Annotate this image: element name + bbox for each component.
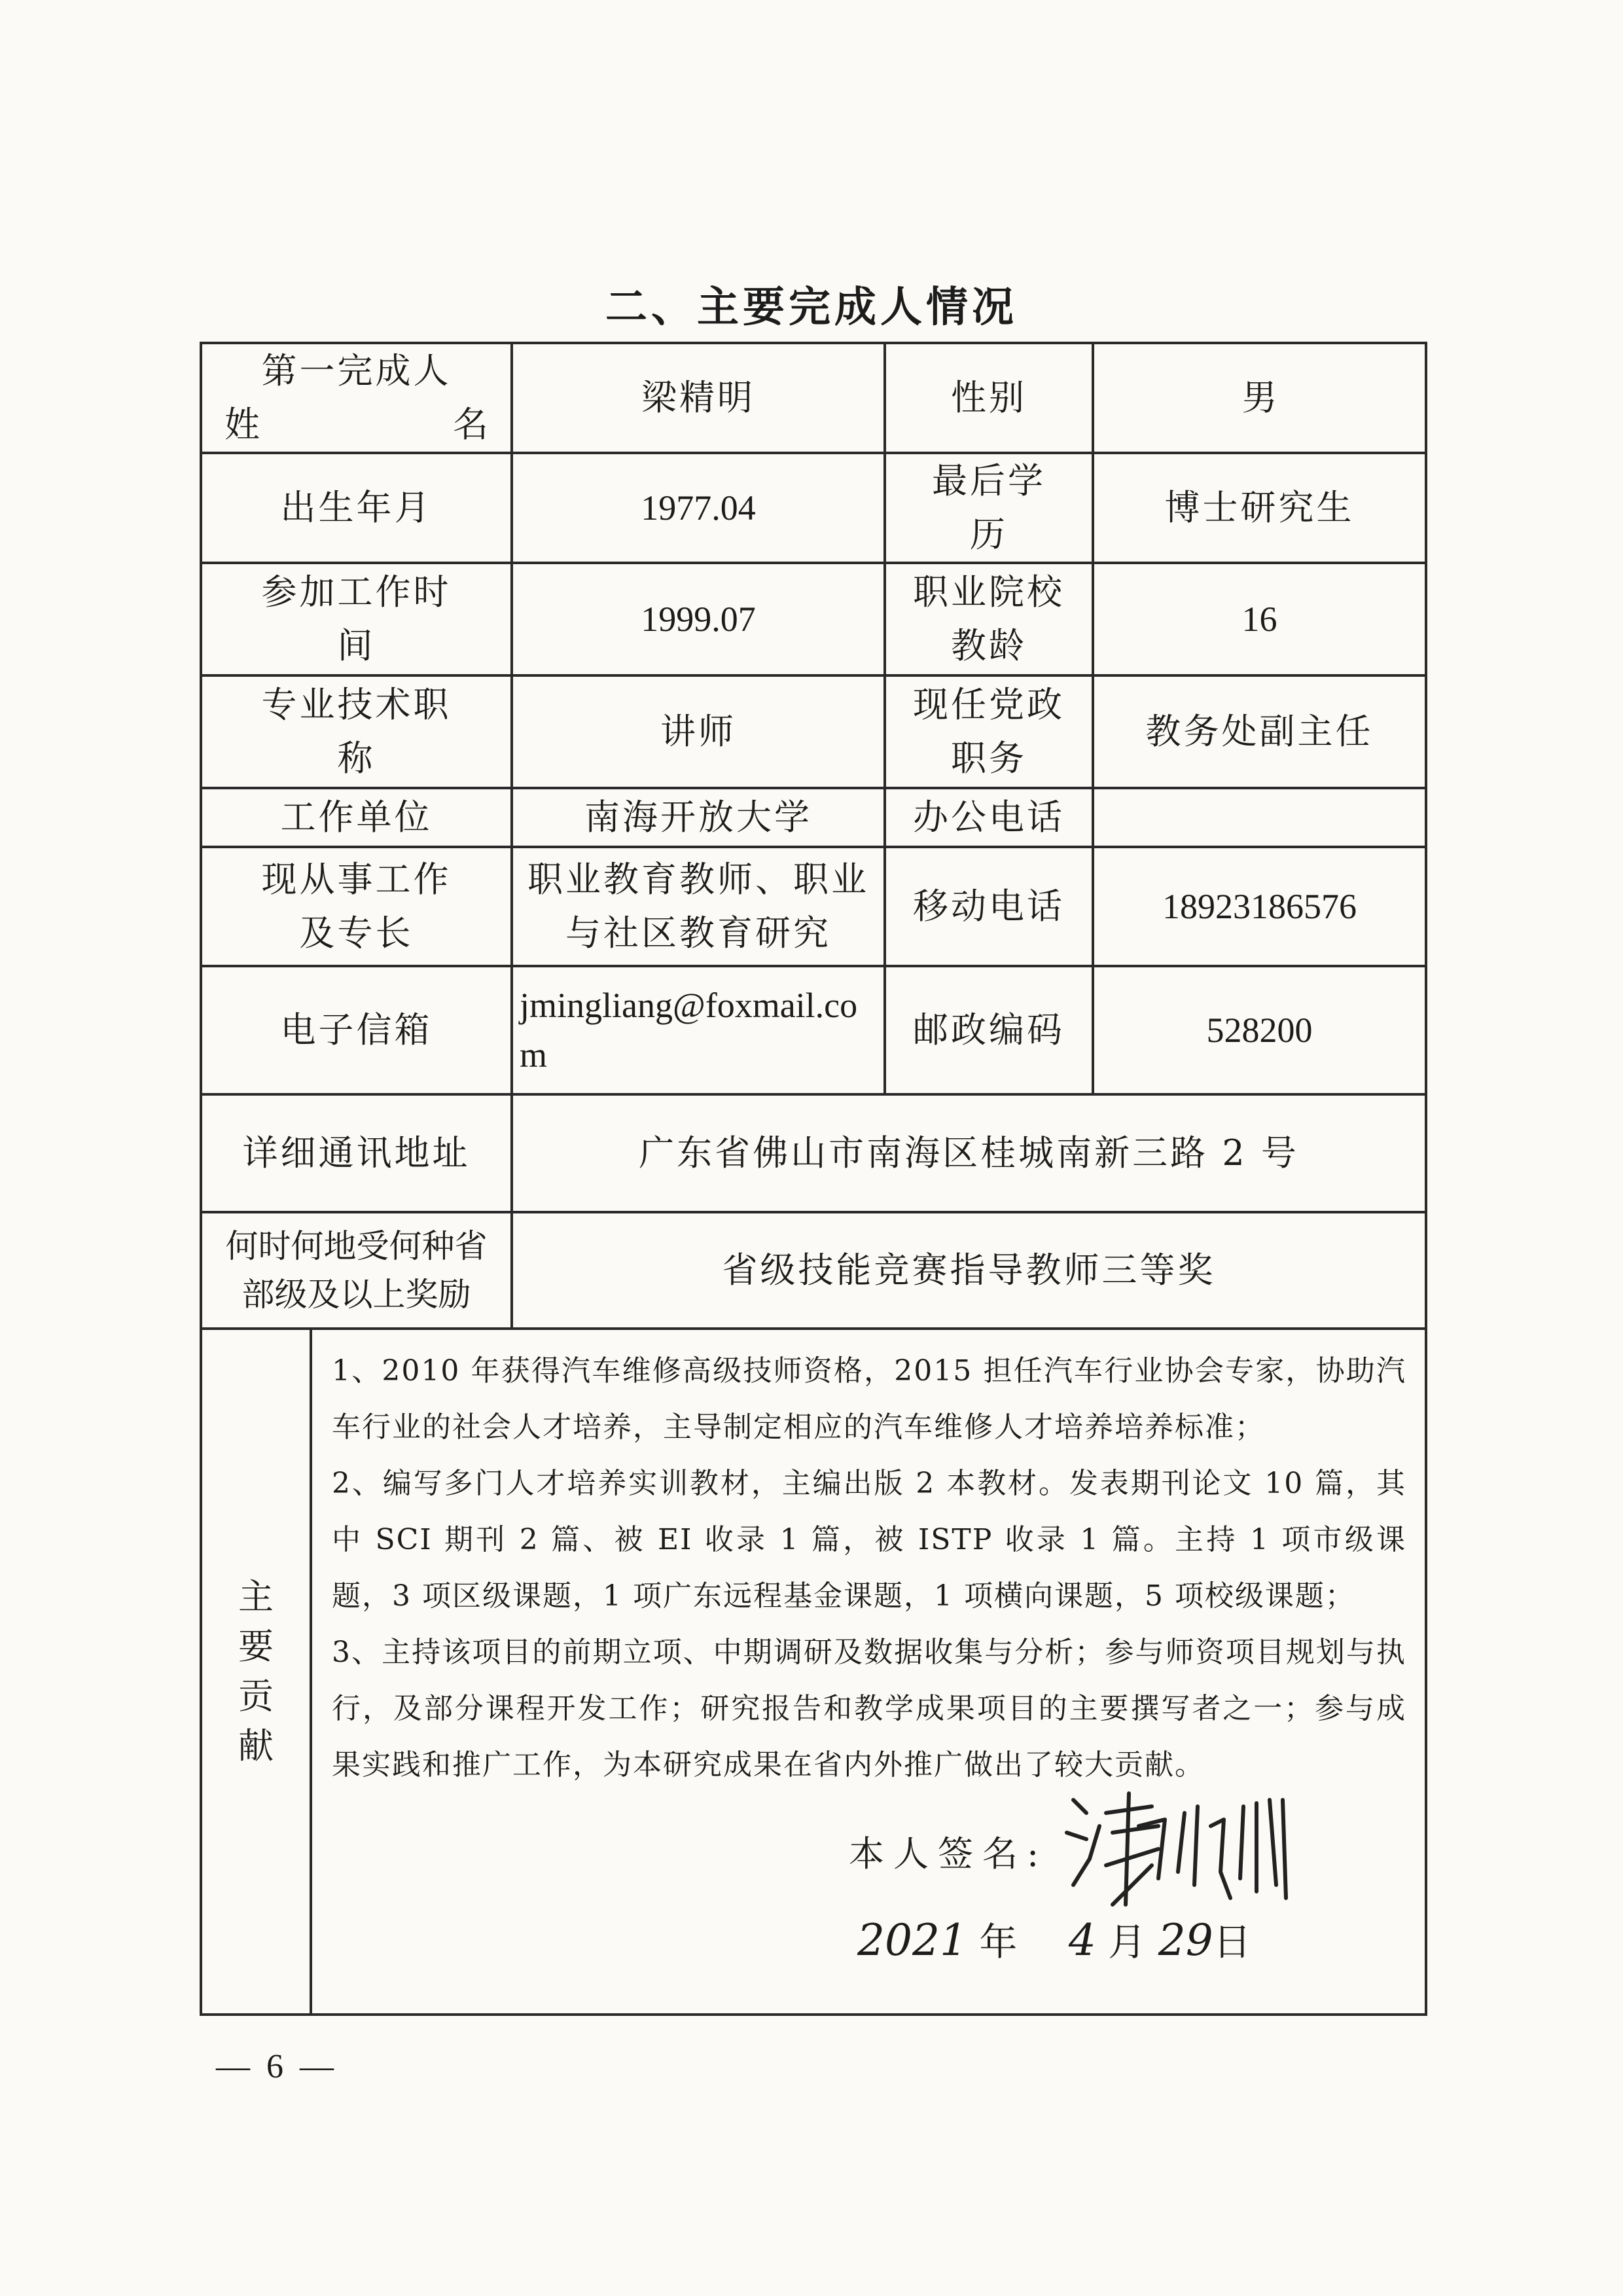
professional-title-label: 专业技术职称 [201,675,512,788]
name-label-char-1: 姓 [224,404,260,445]
work-unit-value: 南海开放大学 [512,788,885,847]
gender-label: 性别 [885,343,1093,453]
date-day-unit: 日 [1213,1920,1251,1964]
name-label-cell [201,343,512,453]
zip-code-label: 邮政编码 [885,966,1093,1094]
contribution-item: 2、编写多门人才培养实训教材，主编出版 2 本教材。发表期刊论文 10 篇，其中 SCI 期刊 2 篇、被 EI 收录 1 篇，被 ISTP 收录 1 篇。主持 1 项市级课题，3 项区级课题，1 项广东远程基金课题，1 项横向课题，5 项校级课题； [332,1467,1406,1613]
work-start-label: 参加工作时间 [201,563,512,675]
page-title: 二、主要完成人情况 [605,283,1018,332]
table-row [201,453,1426,563]
table-row [201,563,1426,675]
completer-info-table [200,342,1427,2016]
signature-label: 本人签名: [849,1833,1048,1874]
address-value: 广东省佛山市南海区桂城南新三路 2 号 [512,1094,1426,1212]
table-row [201,675,1426,788]
specialty-label: 现从事工作及专长 [201,847,512,966]
date-month-unit: 月 [1108,1920,1147,1964]
contributions-label: 主要贡献 [201,1329,311,2015]
email-value: jmingliang@foxmail.com [512,966,885,1094]
party-post-value: 教务处副主任 [1093,675,1426,788]
gender-value: 男 [1093,343,1426,453]
contribution-item: 3、主持该项目的前期立项、中期调研及数据收集与分析；参与师资项目规划与执行，及部分课程开发工作；研究报告和教学成果项目的主要撰写者之一；参与成果实践和推广工作，为本研究成果在省内外推广做出了较大贡献。 [332,1636,1406,1782]
contribution-item: 1、2010 年获得汽车维修高级技师资格，2015 担任汽车行业协会专家，协助汽车行业的社会人才培养，主导制定相应的汽车维修人才培养培养标准； [332,1354,1406,1444]
date-day: 29 [1158,1915,1213,1965]
teaching-years-value: 16 [1093,563,1426,675]
email-label: 电子信箱 [201,966,512,1094]
award-value: 省级技能竞赛指导教师三等奖 [512,1212,1426,1329]
zip-code-value: 528200 [1093,966,1426,1094]
office-phone-label: 办公电话 [885,788,1093,847]
party-post-label: 现任党政职务 [885,675,1093,788]
address-label: 详细通讯地址 [201,1094,512,1212]
table-row [201,1212,1426,1329]
page-number: — 6 — [216,2048,338,2085]
date-month: 4 [1068,1915,1096,1965]
table-row [201,788,1426,847]
date-year-unit: 年 [979,1920,1018,1964]
name-value: 梁精明 [512,343,885,453]
mobile-phone-value: 18923186576 [1093,847,1426,966]
table-row [201,343,1426,453]
handwritten-signature [1060,1787,1296,1918]
specialty-value: 职业教育教师、职业与社区教育研究 [512,847,885,966]
signature-date [857,1911,1251,1966]
date-year: 2021 [857,1915,967,1965]
education-value: 博士研究生 [1093,453,1426,563]
mobile-phone-label: 移动电话 [885,847,1093,966]
birth-label: 出生年月 [201,453,512,563]
table-row [201,847,1426,966]
teaching-years-label: 职业院校教龄 [885,563,1093,675]
name-label-line1: 第一完成人 [261,350,452,391]
name-label-char-2: 名 [453,404,488,445]
office-phone-value [1093,788,1426,847]
education-label: 最后学历 [885,453,1093,563]
work-start-value: 1999.07 [512,563,885,675]
table-row [201,966,1426,1094]
name-label-line2 [209,398,504,452]
birth-value: 1977.04 [512,453,885,563]
professional-title-value: 讲师 [512,675,885,788]
work-unit-label: 工作单位 [201,788,512,847]
award-label: 何时何地受何种省部级及以上奖励 [201,1212,512,1329]
contributions-text [312,1330,1425,1793]
table-row [201,1094,1426,1212]
